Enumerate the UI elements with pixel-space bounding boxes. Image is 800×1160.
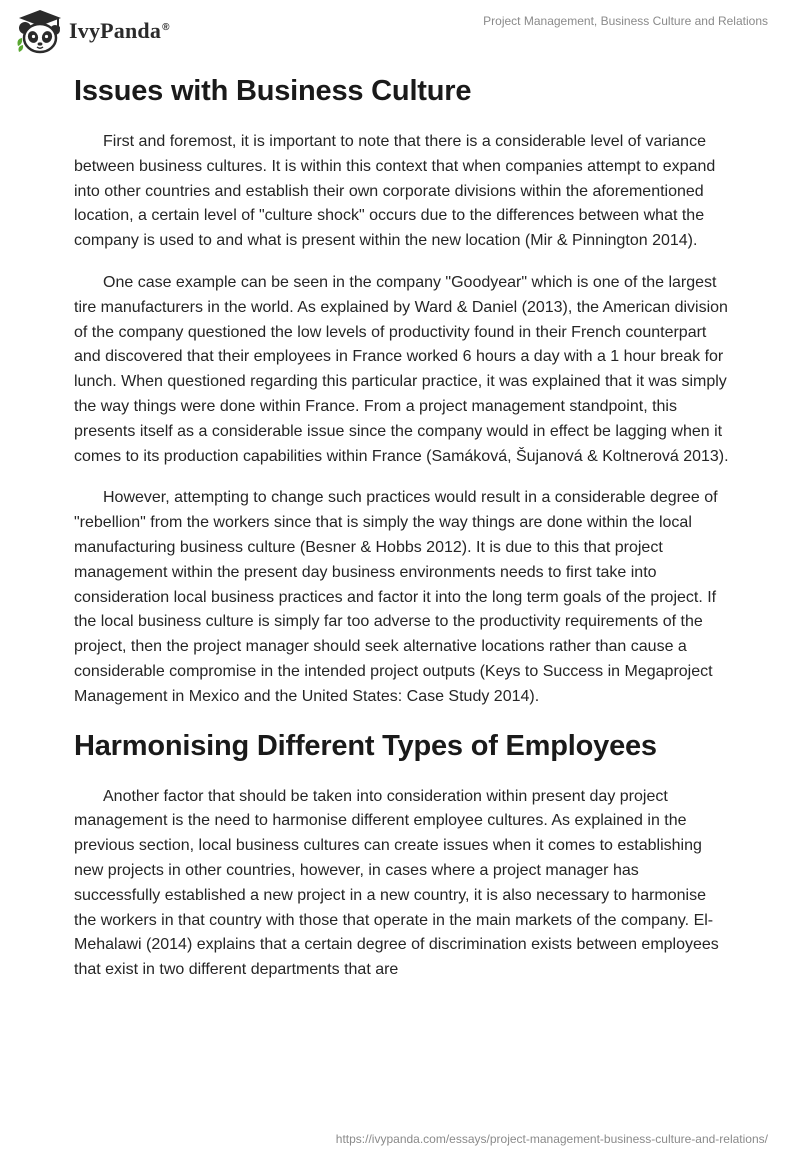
registered-mark: ® <box>162 21 170 33</box>
section-heading: Harmonising Different Types of Employees <box>74 729 657 762</box>
running-title: Project Management, Business Culture and Relations <box>483 14 768 28</box>
paragraph: One case example can be seen in the company "Goodyear" which is one of the largest tire manufacturers in the world. As explained by Ward & Daniel (2013), the American division of the company questioned the low levels of productivity found in their French counterpart and discovered that their employees in France worked 6 hours a day with a 1 hour break for lunch. When questioned regarding this particular practice, it was explained that it was simply the way things were done within France. From a project management standpoint, this presents itself as a considerable issue since the company would in effect be lagging when it comes to its production capabilities within France (Samáková, Šujanová & Koltnerová 2013). <box>74 273 729 465</box>
panda-graduation-cap-icon <box>15 8 65 54</box>
brand-name: IvyPanda® <box>69 18 170 43</box>
essay-content <box>74 72 729 1000</box>
page-header <box>0 0 800 60</box>
paragraph: However, attempting to change such practices would result in a considerable degree of "rebellion" from the workers since that is simply the way things are done within the local manufacturing business culture (Besner & Hobbs 2012). It is due to this that project management within the present day business environments needs to first take into consideration local business practices and factor it into the long term goals of the project. If the local business culture is simply far too adverse to the productivity requirements of the project, then the project manager should seek alternative locations rather than cause a considerable compromise in the intended project outputs (Keys to Success in Megaproject Management in Mexico and the United States: Case Study 2014). <box>74 489 718 705</box>
source-url[interactable]: https://ivypanda.com/essays/project-management-business-culture-and-relations/ <box>335 1132 768 1146</box>
ivypanda-logo[interactable] <box>15 8 170 54</box>
section-heading: Issues with Business Culture <box>74 75 472 107</box>
paragraph: First and foremost, it is important to note that there is a considerable level of variance between business cultures. It is within this context that when companies attempt to expand into other countries and establish their own corporate divisions within the aforementioned location, a certain level of "culture shock" occurs due to the differences between what the company is used to and what is present within the new location (Mir & Pinnington 2014). <box>74 133 716 250</box>
paragraph: Another factor that should be taken into consideration within present day project management is the need to harmonise different employee cultures. As explained in the previous section, local business cultures can create issues when it comes to establishing new projects in other countries, however, in cases where a project manager has successfully established a new project in a new country, it is also necessary to harmonise the workers in that country with those that operate in the main markets of the company. El-Mehalawi (2014) explains that a certain degree of discrimination exists between employees that exist in two different departments that are <box>74 787 719 979</box>
